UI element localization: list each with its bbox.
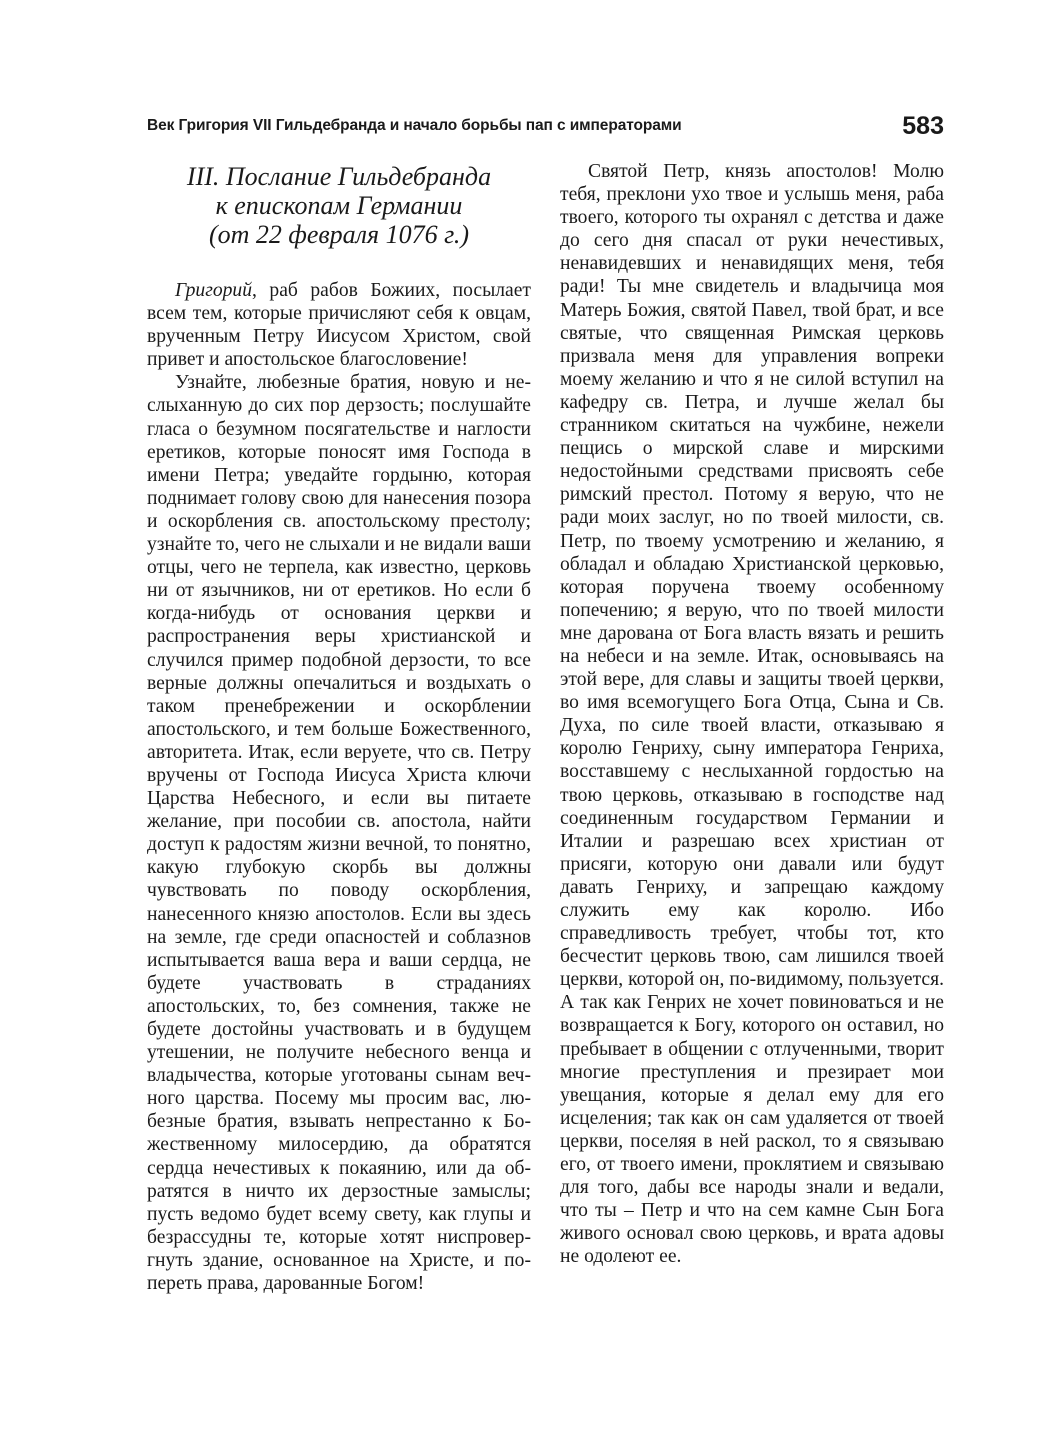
right-column (560, 160, 944, 1269)
paragraph-appeal: Узнайте, любезные братия, новую и неслыханную до сих пор дерзость; послушайте гласа о безумном посягательстве и наглости еретиков, которые поносят имя Господа в имени Петра; уведайте гордыню, которая поднимает голову свою для нанесения позора и оскорбления св. апостольскому престолу; узнайте то, чего не слыхали и не видали ваши отцы, чего не терпела, как известно, церковь ни от язычников, ни от еретиков. Но если б когда-нибудь от основания церкви и распространения веры христианской и случился пример подобной дерзости, то все верные должны опечалиться и воздыхать о таком пренебрежении и оскорблении апостольского, и тем больше Божественного, авторитета. Итак, если веруете, что св. Петру вручены от Господа Иисуса Христа ключи Царства Небесного, и если вы питаете желание, при пособии св. апостола, найти доступ к радостям жизни вечной, то понятно, какую глубокую скорбь вы должны чувствовать по поводу оскорбления, нанесенного князю апостолов. Если вы здесь на земле, где среди опасностей и соблазнов испытывается ваша вера и ваши сердца, не будете участвовать в страданиях апостольских, то, без сомнения, также не будете достойны участвовать и в будущем утешении, не получите небесного венца и владычества, которые уготованы сынам вечного царства. Посему мы просим вас, любезные братия, взывать непрестанно к Божественному милосердию, да обратятся сердца нечестивых к покаянию, или да обратятся в ничто их дерзостные замыслы; пусть ведомо будет всему свету, как глупы и безрассудны те, которые хотят ниспровергнуть здание, основанное на Христе, и попереть права, дарованные Богом! (147, 372, 531, 1295)
paragraph-greeting (147, 279, 531, 371)
page-number: 583 (902, 112, 944, 140)
paragraph-prayer: Святой Петр, князь апостолов! Молю тебя, преклони ухо твое и услышь меня, раба твоего, которого ты охранял с детства и даже до сего дня спасал от руки нечестивых, ненавидевших и ненавидящих меня, тебя ради! Ты мне свидетель и владычица моя Матерь Божия, святой Павел, твой брат, и все святые, что священная Римская церковь призвала меня для управления вопреки моему желанию и что я не силой вступил на кафедру св. Петра, и лучше желал бы странником скитаться на чужбине, нежели пещись о мирской славе и мирскими недостойными средствами присвоять себе римский престол. Потому я верую, что не ради моих заслуг, но по твоей милости, св. Петр, по твоему усмотрению и желанию, я обладал и обладаю Христианской церковью, которая поручена твоему особенному попечению; я верую, что по твоей милости мне дарована от Бога власть вязать и решить на небеси и на земле. Итак, основываясь на этой вере, для славы и защиты твоей церкви, во имя всемогущего Бога Отца, Сына и Св. Духа, по силе твоей власти, отказываю я королю Генриху, сыну императора Генриха, восставшему с неслыханной гордостью на твою церковь, отказываю в господстве над соединенным государством Германии и Италии и разрешаю всех христиан от присяги, которую они давали или будут давать Генриху, и запрещаю каждому служить ему как королю. Ибо справедливость требует, чтобы тот, кто бесчестит церковь твою, сам лишился твоей церкви, которой он, по-видимому, пользуется. А так как Генрих не хочет повиноваться и не возвращается к Богу, которого он оставил, но пребывает в общении с отлученными, творит многие преступления и презирает мои увещания, которые я делал ему для его исцеления; так как он сам удаляется от твоей церкви, поселяя в ней раскол, то я связываю его, от твоего имени, проклятием и связываю для того, дабы все народы знали и ведали, что ты – Петр и что на сем камне Сын Бога живого основал свою церковь, и врата адовы не одолеют ее. (560, 161, 944, 1268)
section-title-line-2: к епископам Германии (215, 191, 463, 220)
running-header: Век Григория VII Гильдебранда и начало борьбы пап с императорами (147, 117, 682, 134)
author-name: Григорий (175, 280, 253, 301)
section-title-line-1: III. Послание Гильдебранда (186, 162, 492, 191)
left-column (147, 160, 531, 1295)
greeting-text: , раб рабов Божиих, посылает всем тем, которые причисляют себя к овцам, врученным Петру Иисусом Христом, свой привет и апостольское благословение! (147, 280, 531, 371)
section-title (147, 160, 531, 249)
section-title-line-3: (от 22 февраля 1076 г.) (208, 220, 470, 249)
